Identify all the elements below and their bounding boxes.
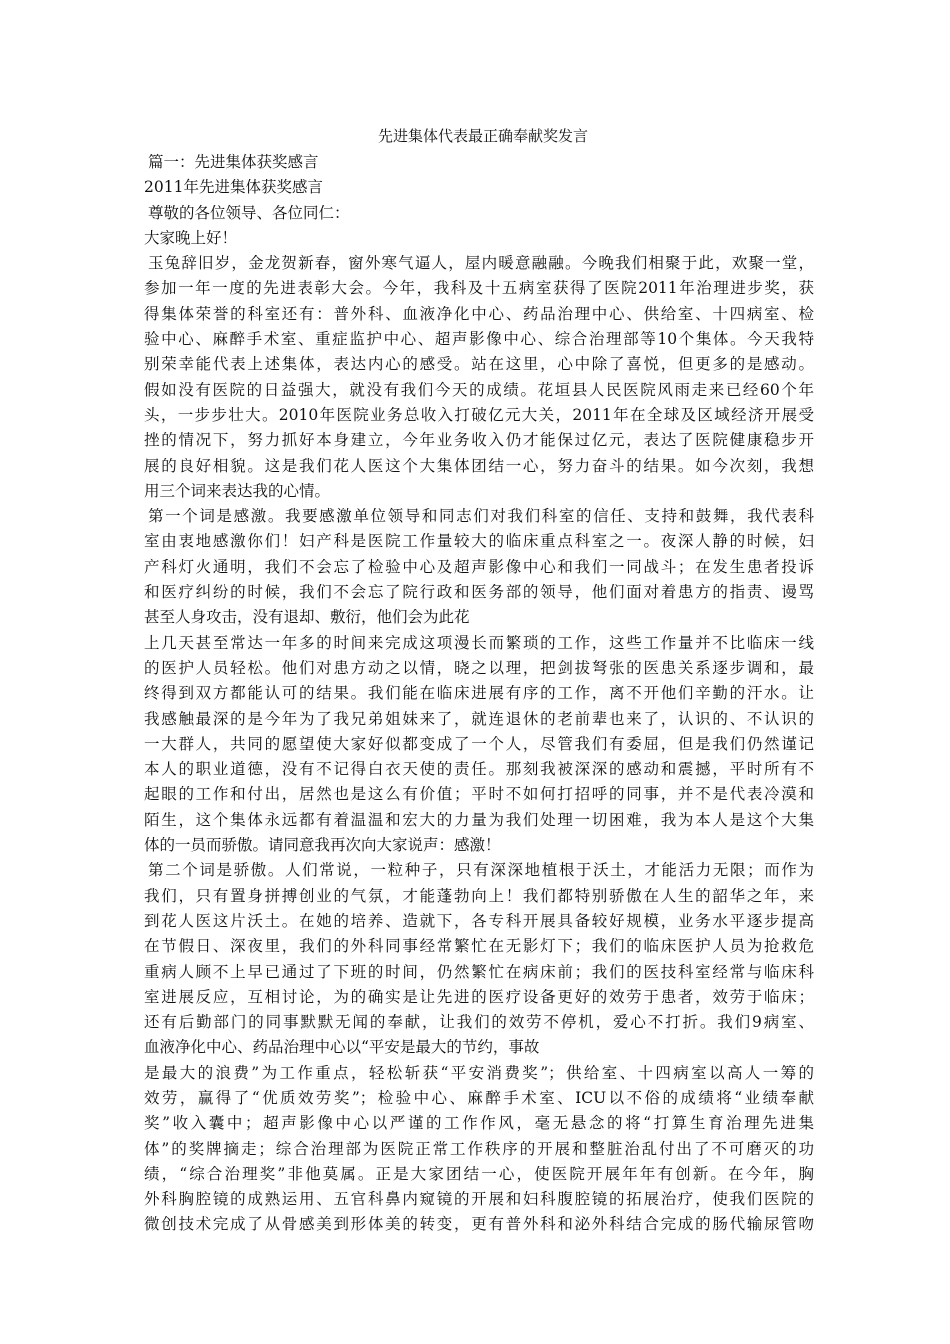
text-line: 体”的奖牌摘走；综合治理部为医院正常工作秩序的开展和整脏治乱付出了不可磨灭的功 (144, 1139, 814, 1158)
text-line: 陌生，这个集体永远都有着温温和宏大的力量为我们处理一切困难，我为本人是这个大集 (144, 810, 814, 829)
document-page (144, 124, 814, 1238)
text-line: 得集体荣誉的科室还有：普外科、血液净化中心、药品治理中心、供给室、十四病室、检 (144, 304, 814, 323)
text-line: 头，一步步壮大。2010年医院业务总收入打破亿元大关，2011年在全球及区域经济开展受 (144, 405, 814, 424)
text-line: 血液净化中心、药品治理中心以“平安是最大的节约，事故 (144, 1038, 540, 1057)
text-line: 挫的情况下，努力抓好本身建立，今年业务收入仍才能保过亿元，表达了医院健康稳步开 (144, 431, 814, 450)
text-line: 一大群人，共同的愿望使大家好似都变成了一个人，尽管我们有委屈，但是我们仍然谨记 (144, 734, 814, 753)
text-line: 起眼的工作和付出，居然也是这么有价值；平时不如何打招呼的同事，并不是代表冷漠和 (144, 785, 814, 804)
text-line: 室由衷地感激你们！妇产科是医院工作量较大的临床重点科室之一。夜深人静的时候，妇 (144, 532, 814, 551)
document-title: 先进集体代表最正确奉献奖发言 (377, 127, 588, 145)
text-line: 我感触最深的是今年为了我兄弟姐妹来了，就连退休的老前辈也来了，认识的、不认识的 (144, 709, 814, 728)
text-line: 效劳，赢得了“优质效劳奖”；检验中心、麻醉手术室、ICU以不俗的成绩将“业绩奉献 (144, 1088, 814, 1107)
text-line: 玉兔辞旧岁，金龙贺新春，窗外寒气逼人，屋内暖意融融。今晚我们相聚于此，欢聚一堂， (148, 254, 814, 273)
text-line: 终得到双方都能认可的结果。我们能在临床进展有序的工作，离不开他们辛勤的汗水。让 (144, 684, 814, 703)
text-line: 是最大的浪费”为工作重点，轻松斩获“平安消费奖”；供给室、十四病室以高人一筹的 (144, 1063, 814, 1082)
text-line: 用三个词来表达我的心情。 (144, 481, 331, 500)
text-line: 重病人顾不上早已通过了下班的时间，仍然繁忙在病床前；我们的医技科室经常与临床科 (144, 962, 814, 981)
text-line: 和医疗纠纷的时候，我们不会忘了院行政和医务部的领导，他们面对着患方的指责、谩骂 (144, 583, 814, 602)
text-line: 在节假日、深夜里，我们的外科同事经常繁忙在无影灯下；我们的临床医护人员为抢救危 (144, 937, 814, 956)
text-line: 篇一：先进集体获奖感言 (148, 153, 319, 171)
document-body (144, 150, 814, 1238)
text-line: 外科胸腔镜的成熟运用、五官科鼻内窥镜的开展和妇科腹腔镜的拓展治疗，使我们医院的 (144, 1190, 814, 1209)
text-line: 的医护人员轻松。他们对患方动之以情，晓之以理，把剑拔弩张的医患关系逐步调和，最 (144, 658, 814, 677)
text-line: 甚至人身攻击，没有退却、敷衍，他们会为此花 (144, 608, 470, 627)
text-line: 体的一员而骄傲。请同意我再次向大家说声：感激！ (144, 836, 501, 855)
text-line: 第一个词是感激。我要感激单位领导和同志们对我们科室的信任、支持和鼓舞，我代表科 (148, 507, 814, 526)
text-line: 2011年先进集体获奖感言 (144, 178, 323, 197)
text-line: 室进展反应，互相讨论，为的确实是让先进的医疗设备更好的效劳于患者，效劳于临床； (144, 987, 814, 1006)
text-line: 我们，只有置身拼搏创业的气氛，才能蓬勃向上！我们都特别骄傲在人生的韶华之年，来 (144, 886, 814, 905)
text-line: 大家晚上好！ (144, 228, 238, 247)
text-line: 尊敬的各位领导、各位同仁： (148, 203, 350, 222)
text-line: 参加一年一度的先进表彰大会。今年，我科及十五病室获得了医院2011年治理进步奖，获 (144, 279, 814, 298)
text-line: 假如没有医院的日益强大，就没有我们今天的成绩。花垣县人民医院风雨走来已经60个年 (144, 380, 814, 399)
text-line: 产科灯火通明，我们不会忘了检验中心及超声影像中心和我们一同战斗；在发生患者投诉 (144, 557, 814, 576)
text-line: 验中心、麻醉手术室、重症监护中心、超声影像中心、综合治理部等10个集体。今天我特 (144, 330, 814, 349)
text-line: 还有后勤部门的同事默默无闻的奉献，让我们的效劳不停机，爱心不打折。我们9病室、 (144, 1013, 814, 1032)
text-line: 到花人医这片沃土。在她的培养、造就下，各专科开展具备较好规模，业务水平逐步提高 (144, 911, 814, 930)
text-line: 本人的职业道德，没有不记得白衣天使的责任。那刻我被深深的感动和震撼，平时所有不 (144, 760, 814, 779)
text-line: 奖”收入囊中；超声影像中心以严谨的工作作风，毫无悬念的将“打算生育治理先进集 (144, 1114, 814, 1133)
text-line: 微创技术完成了从骨感美到形体美的转变，更有普外科和泌外科结合完成的肠代输尿管吻 (144, 1215, 814, 1234)
text-line: 别荣幸能代表上述集体，表达内心的感受。站在这里，心中除了喜悦，但更多的是感动。 (144, 355, 814, 374)
text-line: 第二个词是骄傲。人们常说，一粒种子，只有深深地植根于沃土，才能活力无限；而作为 (148, 861, 814, 880)
text-line: 绩，“综合治理奖”非他莫属。正是大家团结一心，使医院开展年年有创新。在今年，胸 (144, 1164, 814, 1183)
text-line: 展的良好相貌。这是我们花人医这个大集体团结一心，努力奋斗的结果。如今次刻，我想 (144, 456, 814, 475)
text-line: 上几天甚至常达一年多的时间来完成这项漫长而繁琐的工作，这些工作量并不比临床一线 (144, 633, 814, 652)
